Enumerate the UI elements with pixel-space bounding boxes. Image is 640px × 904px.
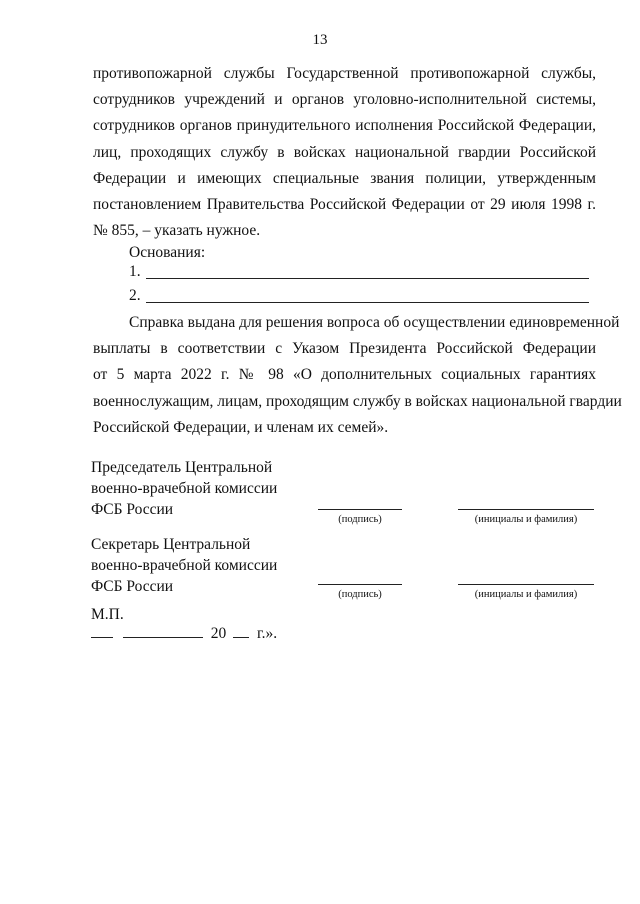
text-line: сотрудников органов принудительного исполнения Российской Федерации, <box>93 117 596 135</box>
signer-title-line: ФСБ России <box>91 501 174 518</box>
name-line <box>458 584 594 585</box>
text-line: Справка выдана для решения вопроса об осуществлении единовременной <box>129 314 620 331</box>
fill-in-line <box>146 278 589 279</box>
text-line: выплаты в соответствии с Указом Президента Российской Федерации <box>93 340 596 358</box>
signature-line <box>318 584 402 585</box>
text-line: Федерации и имеющих специальные звания полиции, утвержденным <box>93 169 596 187</box>
date-line <box>91 624 277 643</box>
signer-title-line: военно-врачебной комиссии <box>91 557 278 574</box>
signer-title-line: ФСБ России <box>91 578 174 595</box>
signature-caption: (подпись) <box>338 589 382 600</box>
paragraph-1 <box>93 61 596 244</box>
name-line <box>458 509 594 510</box>
text-line: противопожарной службы Государственной противопожарной службы, <box>93 65 596 82</box>
signer-title-line: Председатель Центральной <box>91 459 273 476</box>
basis-title: Основания: <box>129 244 206 261</box>
name-caption: (инициалы и фамилия) <box>474 514 578 525</box>
secretary-signature-block <box>91 534 277 597</box>
chairman-signature-block <box>91 457 277 520</box>
text-line: постановлением Правительства Российской Федерации от 29 июля 1998 г. <box>93 196 596 214</box>
basis-item-number: 2. <box>129 287 141 304</box>
stamp-label: М.П. <box>91 606 124 623</box>
signature-line <box>318 509 402 510</box>
basis-item-2 <box>129 287 141 305</box>
basis-item-number: 1. <box>129 263 141 280</box>
fill-in-line <box>146 302 589 303</box>
page-number: 13 <box>312 32 328 48</box>
basis-item-1 <box>129 263 141 281</box>
signer-title-line: военно-врачебной комиссии <box>91 480 278 497</box>
text-line: сотрудников учреждений и органов уголовно-исполнительной системы, <box>93 91 596 109</box>
year-blank <box>233 624 249 638</box>
signature-caption: (подпись) <box>338 514 382 525</box>
text-line: от 5 марта 2022 г. № 98 «О дополнительных социальных гарантиях <box>93 366 596 384</box>
name-caption: (инициалы и фамилия) <box>474 589 578 600</box>
day-blank <box>91 624 113 638</box>
paragraph-2 <box>93 310 622 441</box>
text-line: № 855, – указать нужное. <box>93 222 261 240</box>
text-line: лиц, проходящих службу в войсках национальной гвардии Российской <box>93 143 596 161</box>
text-line: Российской Федерации, и членам их семей». <box>93 418 389 436</box>
year-prefix: 20 <box>210 625 227 642</box>
text-line: военнослужащим, лицам, проходящим службу в войсках национальной гвардии <box>93 392 622 410</box>
date-suffix: г.». <box>257 625 278 642</box>
signer-title-line: Секретарь Центральной <box>91 536 251 553</box>
month-blank <box>123 624 203 638</box>
